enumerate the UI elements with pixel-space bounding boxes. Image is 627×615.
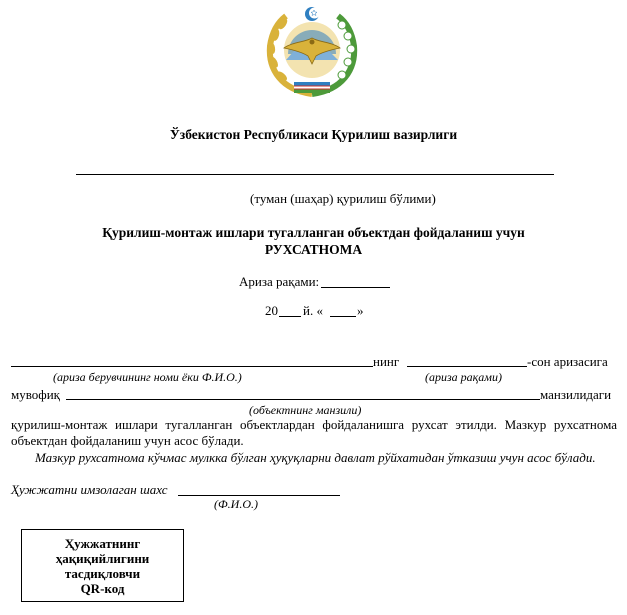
- application-number-line: [321, 287, 390, 288]
- applicant-caption: (ариза берувчининг номи ёки Ф.И.О.): [53, 370, 242, 384]
- document-title-line1: Қурилиш-монтаж ишлари тугалланган объектдан фойдаланиш учун: [102, 225, 525, 240]
- signer-label: Ҳужжатни имзолаган шахс: [11, 482, 168, 497]
- signer-caption: (Ф.И.О.): [214, 497, 258, 511]
- state-emblem-icon: [262, 2, 362, 102]
- date-close: »: [357, 303, 364, 318]
- muvofiq-text: мувофиқ: [11, 387, 60, 402]
- body-paragraph-1: қурилиш-монтаж ишлари тугалланган объектлардан фойдаланишга рухсат этилди. Мазкур рухсатнома объектдан фойдаланиш учун асос бўлади.: [11, 417, 617, 448]
- date-year-line: [279, 316, 301, 317]
- qr-box-line3: тасдиқловчи: [64, 566, 141, 581]
- application-ref-caption: (ариза рақами): [425, 370, 502, 384]
- manzilidagi-text: манзилидаги: [540, 387, 612, 402]
- application-ref-line: [407, 366, 527, 367]
- application-number-label: Ариза рақами:: [239, 274, 320, 289]
- qr-box-line2: ҳақиқийлигини: [55, 551, 150, 566]
- object-address-caption: (объектнинг манзили): [249, 403, 362, 417]
- ning-text: нинг: [373, 354, 400, 369]
- signer-line: [178, 495, 340, 496]
- qr-box-line1: Ҳужжатнинг: [64, 536, 141, 551]
- document-title-line2: РУХСАТНОМА: [264, 242, 363, 257]
- district-caption: (туман (шаҳар) қурилиш бўлими): [250, 191, 436, 206]
- qr-code-box: [21, 529, 184, 602]
- applicant-name-line: [11, 366, 373, 367]
- date-year-prefix: 20: [265, 303, 278, 318]
- qr-box-line4: QR-код: [80, 581, 125, 596]
- son-text: -сон аризасига: [527, 354, 608, 369]
- district-name-line: [76, 174, 554, 175]
- ministry-title: Ўзбекистон Республикаси Қурилиш вазирлиги: [169, 127, 458, 142]
- date-day-line: [330, 316, 356, 317]
- object-address-line: [66, 399, 540, 400]
- date-suffix: й. «: [303, 303, 323, 318]
- body-paragraph-2: Мазкур рухсатнома кўчмас мулкка бўлган ҳуқуқларни давлат рўйхатидан ўтказиш учун асос бўлади.: [35, 450, 596, 465]
